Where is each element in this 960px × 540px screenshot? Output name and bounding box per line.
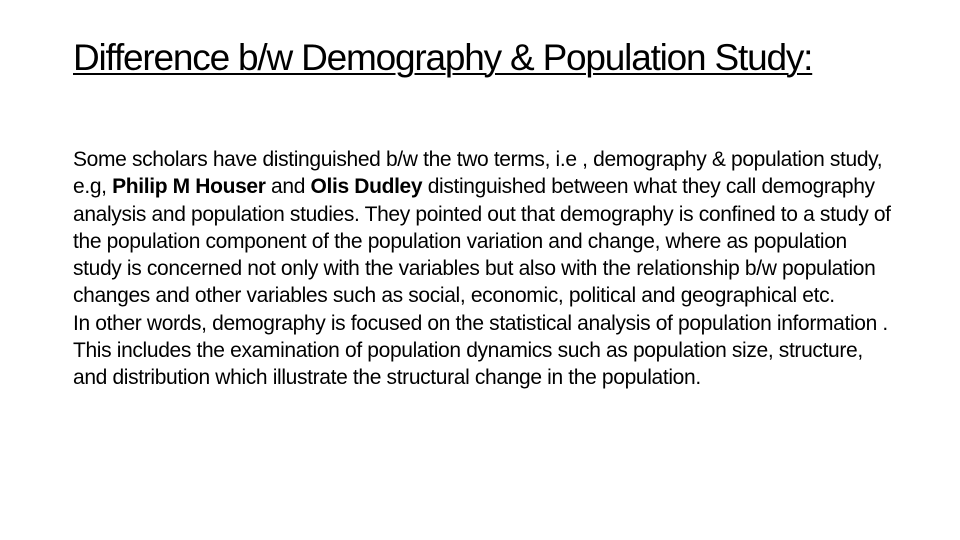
paragraph-1-text-c: distinguished between what they call demography analysis and population studies. They pointed out that demography is confined to a study of the population component of the population variation and change, where as population study is concerned not only with the variables but also with the relationship b/w population changes and other variables such as social, economic, political and geographical etc. <box>73 175 891 308</box>
paragraph-2: In other words, demography is focused on the statistical analysis of population information . This includes the examination of population dynamics such as population size, structure, and distribution which illustrate the structural change in the population. <box>73 311 888 390</box>
author-name-houser: Philip M Houser <box>112 175 266 199</box>
slide-title: Difference b/w Demography & Population Study: <box>73 37 813 78</box>
paragraph-1-text-b: and <box>265 175 311 199</box>
paragraph-1 <box>73 146 893 310</box>
slide-body <box>73 146 893 392</box>
author-name-dudley: Olis Dudley <box>310 175 423 199</box>
paragraph-1-text-a: Some scholars have distinguished b/w the two terms, i.e , demography & population study, e.g, <box>73 148 883 199</box>
